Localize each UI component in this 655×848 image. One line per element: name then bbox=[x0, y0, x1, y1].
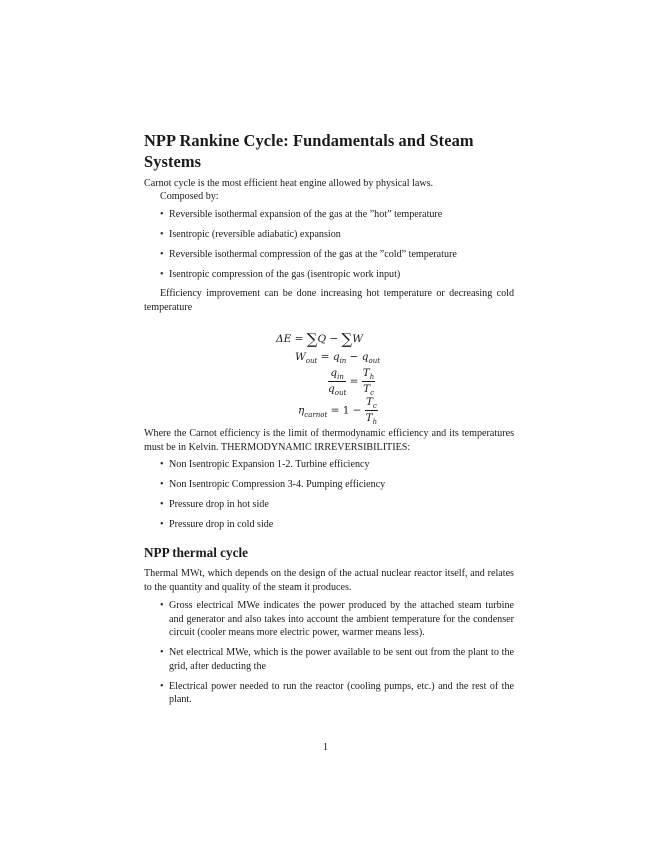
bullet-icon: • bbox=[160, 269, 164, 280]
bullet-icon: • bbox=[160, 479, 164, 490]
bullet-icon: • bbox=[160, 499, 164, 510]
bullet-icon: • bbox=[160, 459, 164, 470]
ratio-lhs-fraction: $\frac{q_{in}}{q_{out}}$ bbox=[328, 367, 347, 397]
page-title: NPP Rankine Cycle: Fundamentals and Steam Systems bbox=[144, 131, 474, 171]
section-title: NPP thermal cycle bbox=[144, 545, 248, 560]
bullet-icon: • bbox=[160, 680, 164, 692]
list-item: • Net electrical MWe, which is the power available to be sent out from the plant to the grid, after deducting the bbox=[160, 647, 514, 672]
energy-equation: ΔE = ∑Q − ∑W bbox=[276, 330, 364, 348]
list-item: • Gross electrical MWe indicates the power produced by the attached steam turbine and generator and also takes into account the ambient temperature for the condenser circuit (cooler means more electric power, warmer means less). bbox=[160, 600, 514, 638]
list-item: • Isentropic (reversible adiabatic) expansion bbox=[160, 229, 341, 240]
carnot-efficiency-equation: $\eta_{carnot} = 1$ − $\frac{T_c}{T_h}$ bbox=[298, 396, 378, 426]
ratio-rhs-fraction: $\frac{T_h}{T_c}$ bbox=[362, 367, 375, 397]
list-item: • Pressure drop in hot side bbox=[160, 499, 269, 510]
thermal-intro-paragraph: Thermal MWt, which depends on the design of the actual nuclear reactor itself, and relates to the quantity and quality of the steam it produces. bbox=[144, 568, 514, 593]
irreversibilities-list bbox=[144, 458, 514, 532]
bullet-icon: • bbox=[160, 229, 164, 240]
page-number: 1 bbox=[323, 742, 328, 753]
list-item: • Reversible isothermal expansion of the gas at the ”hot” temperature bbox=[160, 209, 443, 220]
list-item: • Non Isentropic Expansion 1-2. Turbine efficiency bbox=[160, 459, 370, 470]
ratio-equation: $\frac{q_{in}}{q_{out}}$ = $\frac{T_h}{T_c}$ bbox=[328, 367, 375, 397]
efficiency-paragraph: Efficiency improvement can be done increasing hot temperature or decreasing cold temperature bbox=[144, 288, 514, 313]
list-item: • Electrical power needed to run the reactor (cooling pumps, etc.) and the rest of the plant. bbox=[160, 680, 514, 705]
carnot-fraction: $\frac{T_c}{T_h}$ bbox=[365, 396, 378, 426]
list-item: • Isentropic compression of the gas (isentropic work input) bbox=[160, 269, 401, 280]
bullet-icon: • bbox=[160, 249, 164, 260]
list-item: • Non Isentropic Compression 3-4. Pumping efficiency bbox=[160, 479, 386, 490]
composed-by-label: Composed by: bbox=[160, 191, 219, 202]
list-item: • Pressure drop in cold side bbox=[160, 519, 274, 530]
bullet-icon: • bbox=[160, 209, 164, 220]
bullet-icon: • bbox=[160, 600, 164, 611]
thermal-items-list bbox=[144, 599, 514, 707]
intro-paragraph: Carnot cycle is the most efficient heat engine allowed by physical laws. bbox=[144, 178, 434, 189]
kelvin-paragraph: Where the Carnot efficiency is the limit of thermodynamic efficiency and its temperatures must be in Kelvin. THERMODYNAMIC IRREVERSIBILITIES: bbox=[144, 428, 514, 453]
carnot-steps-list bbox=[144, 208, 514, 282]
bullet-icon: • bbox=[160, 519, 164, 530]
work-equation: $W_{out} = q_{in} - q_{out}$ bbox=[295, 351, 381, 365]
list-item: • Reversible isothermal compression of the gas at the ”cold” temperature bbox=[160, 249, 457, 260]
bullet-icon: • bbox=[160, 647, 164, 658]
